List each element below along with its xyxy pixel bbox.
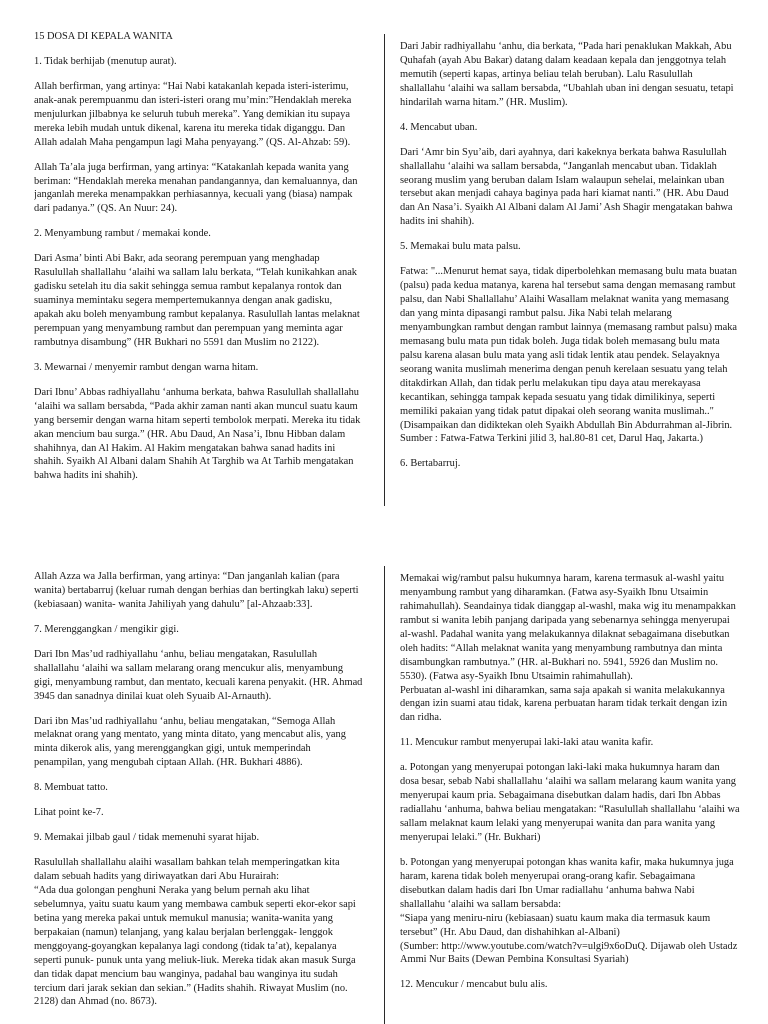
section-heading: 2. Menyambung rambut / memakai konde. xyxy=(34,228,211,240)
paragraph: Dari ibn Mas’ud radhiyallahu ‘anhu, beliau mengatakan, “Semoga Allah melaknat orang yang mentato, yang minta ditato, yang mencabut alis, yang minta dikerok alis, yang merenggangkan gigi, untuk memperindah penampilan, yang mengubah ciptaan Allah. (HR. Bukhari 4886). xyxy=(34,715,346,769)
page-column-bottom-right xyxy=(400,572,740,1024)
section-heading: 8. Membuat tatto. xyxy=(34,782,108,794)
section-heading: 4. Mencabut uban. xyxy=(400,121,478,133)
paragraph: b. Potongan yang menyerupai potongan khas wanita kafir, maka hukumnya juga haram, karena tidak boleh menyerupai orang-orang kafir. Sebagaimana disebutkan dalam hadis dari Ibn Umar radiallahu ‘anhuma bahwa Nabi shallallahu ‘alaihi wa sallam bersabda: “Siapa yang meniru-niru (kebiasaan) suatu kaum maka dia termasuk kaum tersebut” (Hr. Abu Daud, dan dishahihkan al-Albani) (Sumber: http://www.youtube.com/watch?v=ulgi9x6oDuQ. Dijawab oleh Ustadz Ammi Nur Baits (Dewan Pembina Konsultasi Syariah) xyxy=(400,856,738,966)
section-heading: 1. Tidak berhijab (menutup aurat). xyxy=(34,55,177,67)
page-column-top-right xyxy=(400,40,740,510)
paragraph: Lihat point ke-7. xyxy=(34,807,104,819)
paragraph: Fatwa: "...Menurut hemat saya, tidak diperbolehkan memasang bulu mata buatan (palsu) pada kedua matanya, karena hal tersebut sama dengan memasang rambut palsu, dan Nabi Shallallahu’ Alaihi Wasallam melaknat wanita yang memasang dan yang minta dipasangi rambut palsu. Jika Nabi telah melarang menyambungkan rambut dengan rambut lainnya (memasang rambut palsu) maka memasang bulu mata pun tidak boleh. Juga tidak boleh memasang bulu mata palsu karena alasan bulu mata yang asli tidak lentik atau pendek. Selayaknya seorang wanita muslimah menerima dengan penuh kerelaan sesuatu yang telah ditakdirkan Allah, dan tidak perlu melakukan tipu daya atau merekayasa kecantikan, sehingga tampak kepada sesuatu yang tidak dimilikinya, seperti memiliki pakaian yang tidak patut dipakai oleh seorang wanita muslimah.." (Disampaikan dan didiktekan oleh Syaikh Abdullah Bin Abdurrahman al-Jibrin. Sumber : Fatwa-Fatwa Terkini jilid 3, hal.80-81 cet, Darul Haq, Jakarta.) xyxy=(400,266,738,445)
paragraph: Dari Jabir radhiyallahu ‘anhu, dia berkata, “Pada hari penaklukan Makkah, Abu Quhafah (ayah Abu Bakar) datang dalam keadaan kepala dan jenggotnya telah memutih (seperti kapas, artinya beliau telah beruban). Lalu Rasulullah shallallahu ‘alaihi wa sallam bersabda, “Ubahlah uban ini dengan sesuatu, tetapi hindarilah warna hitam.” (HR. Muslim). xyxy=(400,41,734,108)
paragraph: Rasulullah shallallahu alaihi wasallam bahkan telah memperingatkan kita dalam sebuah hadits yang diriwayatkan dari Abu Hurairah: “Ada dua golongan penghuni Neraka yang belum pernah aku lihat sebelumnya, yaitu suatu kaum yang membawa cambuk seperti ekor-ekor sapi betina yang mereka pakai untuk memukul manusia; wanita-wanita yang berpakaian (namun) telanjang, yang kalau berjalan berlenggak- lenggok menggoyang-goyangkan kepalanya lagi condong (tidak ta’at), kepalanya seperti punuk- punuk unta yang meliuk-liuk. Mereka tidak akan masuk Surga dan tidak dapat mencium bau wanginya, padahal bau wanginya itu sudah tercium dari jarak sekian dan sekian.” (Hadits shahih. Riwayat Muslim (no. 2128) dan Ahmad (no. 8673). xyxy=(34,857,356,1008)
section-heading: 9. Memakai jilbab gaul / tidak memenuhi syarat hijab. xyxy=(34,832,260,844)
paragraph: Allah Ta’ala juga berfirman, yang artinya: “Katakanlah kepada wanita yang beriman: “Hendaklah mereka menahan pandangannya, dan kemaluannya, dan janganlah mereka menampakkan perhiasannya, kecuali yang (biasa) nampak dari padanya.” (QS. An Nuur: 24). xyxy=(34,161,358,215)
column-divider xyxy=(384,566,385,1024)
page-column-bottom-left xyxy=(34,570,364,1024)
paragraph: Allah Azza wa Jalla berfirman, yang artinya: “Dan janganlah kalian (para wanita) bertabarruj (keluar rumah dengan berhias dan bertingkah laku) seperti (kebiasaan) wanita- wanita Jahiliyah yang dahulu” [al-Ahzaab:33]. xyxy=(34,571,359,610)
column-divider xyxy=(384,34,385,506)
paragraph: Dari Ibn Mas’ud radhiyallahu ‘anhu, beliau mengatakan, Rasulullah shallallahu ‘alaihi wa sallam melarang orang mencukur alis, menyambung gigi, menyambung rambut, dan mentato, kecuali karena penyakit. (HR. Ahmad 3945 dan sanadnya dinilai kuat oleh Syuaib Al-Arnauth). xyxy=(34,648,363,702)
section-heading: 5. Memakai bulu mata palsu. xyxy=(400,241,521,253)
paragraph: a. Potongan yang menyerupai potongan laki-laki maka hukumnya haram dan dosa besar, sebab Nabi shallallahu ‘alaihi wa sallam melarang kaum wanita yang menyerupai kaum pria. Sebagaimana disebutkan dalam hadis, dari Ibn Abbas radiallahu ‘anhuma, bahwa beliau mengatakan: “Rasulullah shallallahu ‘alaihi wa sallam melaknat kaum lelaki yang menyerupai wanita dan para wanita yang menyerupai lelaki.” (Hr. Bukhari) xyxy=(400,762,740,843)
paragraph: Memakai wig/rambut palsu hukumnya haram, karena termasuk al-washl yaitu menyambung rambut yang diharamkan. (Fatwa asy-Syaikh Ibnu Utsaimin rahimahullah). Seandainya tidak dianggap al-washl, maka wig itu menampakkan rambut si wanita lebih panjang daripada yang sebenarnya sehingga menyerupai al-washl. Padahal wanita yang melakukannya dilaknat sebagaimana disebutkan oleh hadits: “Allah melaknat wanita yang menyambung rambutnya dan minta disambungkan rambutnya.” (HR. al-Bukhari no. 5941, 5926 dan Muslim no. 5530). (Fatwa asy-Syaikh Ibnu Utsaimin rahimahullah). Perbuatan al-washl ini diharamkan, sama saja apakah si wanita melakukannya dengan izin suami atau tidak, karena perbuatan haram tidak terkait dengan izin dan ridha. xyxy=(400,573,736,724)
section-heading: 7. Merenggangkan / mengikir gigi. xyxy=(34,623,179,635)
paragraph: Dari ‘Amr bin Syu’aib, dari ayahnya, dari kakeknya berkata bahwa Rasulullah shallallahu ‘alaihi wa sallam bersabda, “Janganlah mencabut uban. Tidaklah seorang muslim yang beruban dalam Islam walaupun sehelai, melainkan uban tersebut akan menjadi cahaya baginya pada hari kiamat nanti.” (HR. Abu Daud dan An Nasa’i. Syaikh Al Albani dalam Al Jami’ Ash Shagir mengatakan bahwa hadits ini shahih). xyxy=(400,146,733,228)
section-heading: 3. Mewarnai / menyemir rambut dengan warna hitam. xyxy=(34,361,259,373)
section-heading: 11. Mencukur rambut menyerupai laki-laki atau wanita kafir. xyxy=(400,737,654,749)
paragraph: Dari Ibnu’ Abbas radhiyallahu ‘anhuma berkata, bahwa Rasulullah shallallahu ‘alaihi wa sallam bersabda, “Pada akhir zaman nanti akan muncul suatu kaum yang bersemir dengan warna hitam seperti tembolok merpati. Mereka itu tidak akan mencium bau surga.” (HR. Abu Daud, An Nasa’i, Ibnu Hibban dalam shahihnya, dan Al Hakim. Al Hakim mengatakan bahwa sanad hadits ini shahih. Syaikh Al Albani dalam Shahih At Targhib wa At Tarhib mengatakan bahwa hadits ini shahih). xyxy=(34,386,361,482)
section-heading: 12. Mencukur / mencabut bulu alis. xyxy=(400,979,548,991)
paragraph: Dari Asma’ binti Abi Bakr, ada seorang perempuan yang menghadap Rasulullah shallallahu ‘alaihi wa sallam lalu berkata, “Telah kunikahkan anak gadisku setelah itu dia sakit sehingga semua rambut kepalanya rontok dan suaminya memintaku segera mempertemukannya dengan anak gadisku, apakah aku boleh menyambung rambut kepalanya. Rasulullah lantas melaknat perempuan yang menyambung rambut dan perempuan yang meminta agar rambutnya disambung” (HR Bukhari no 5591 dan Muslim no 2122). xyxy=(34,253,360,348)
paragraph: Allah berfirman, yang artinya: “Hai Nabi katakanlah kepada isteri-isterimu, anak-anak perempuanmu dan isteri-isteri orang mu’min:”Hendaklah mereka menjulurkan jilbabnya ke seluruh tubuh mereka”. Yang demikian itu supaya mereka lebih mudah untuk dikenal, karena itu mereka tidak diganggu. Dan Allah adalah Maha pengampun lagi Maha penyayang.” (QS. Al-Ahzab: 59). xyxy=(34,80,352,148)
document-title: 15 DOSA DI KEPALA WANITA xyxy=(34,31,173,42)
page-column-top-left xyxy=(34,30,364,510)
section-heading: 6. Bertabarruj. xyxy=(400,458,461,470)
